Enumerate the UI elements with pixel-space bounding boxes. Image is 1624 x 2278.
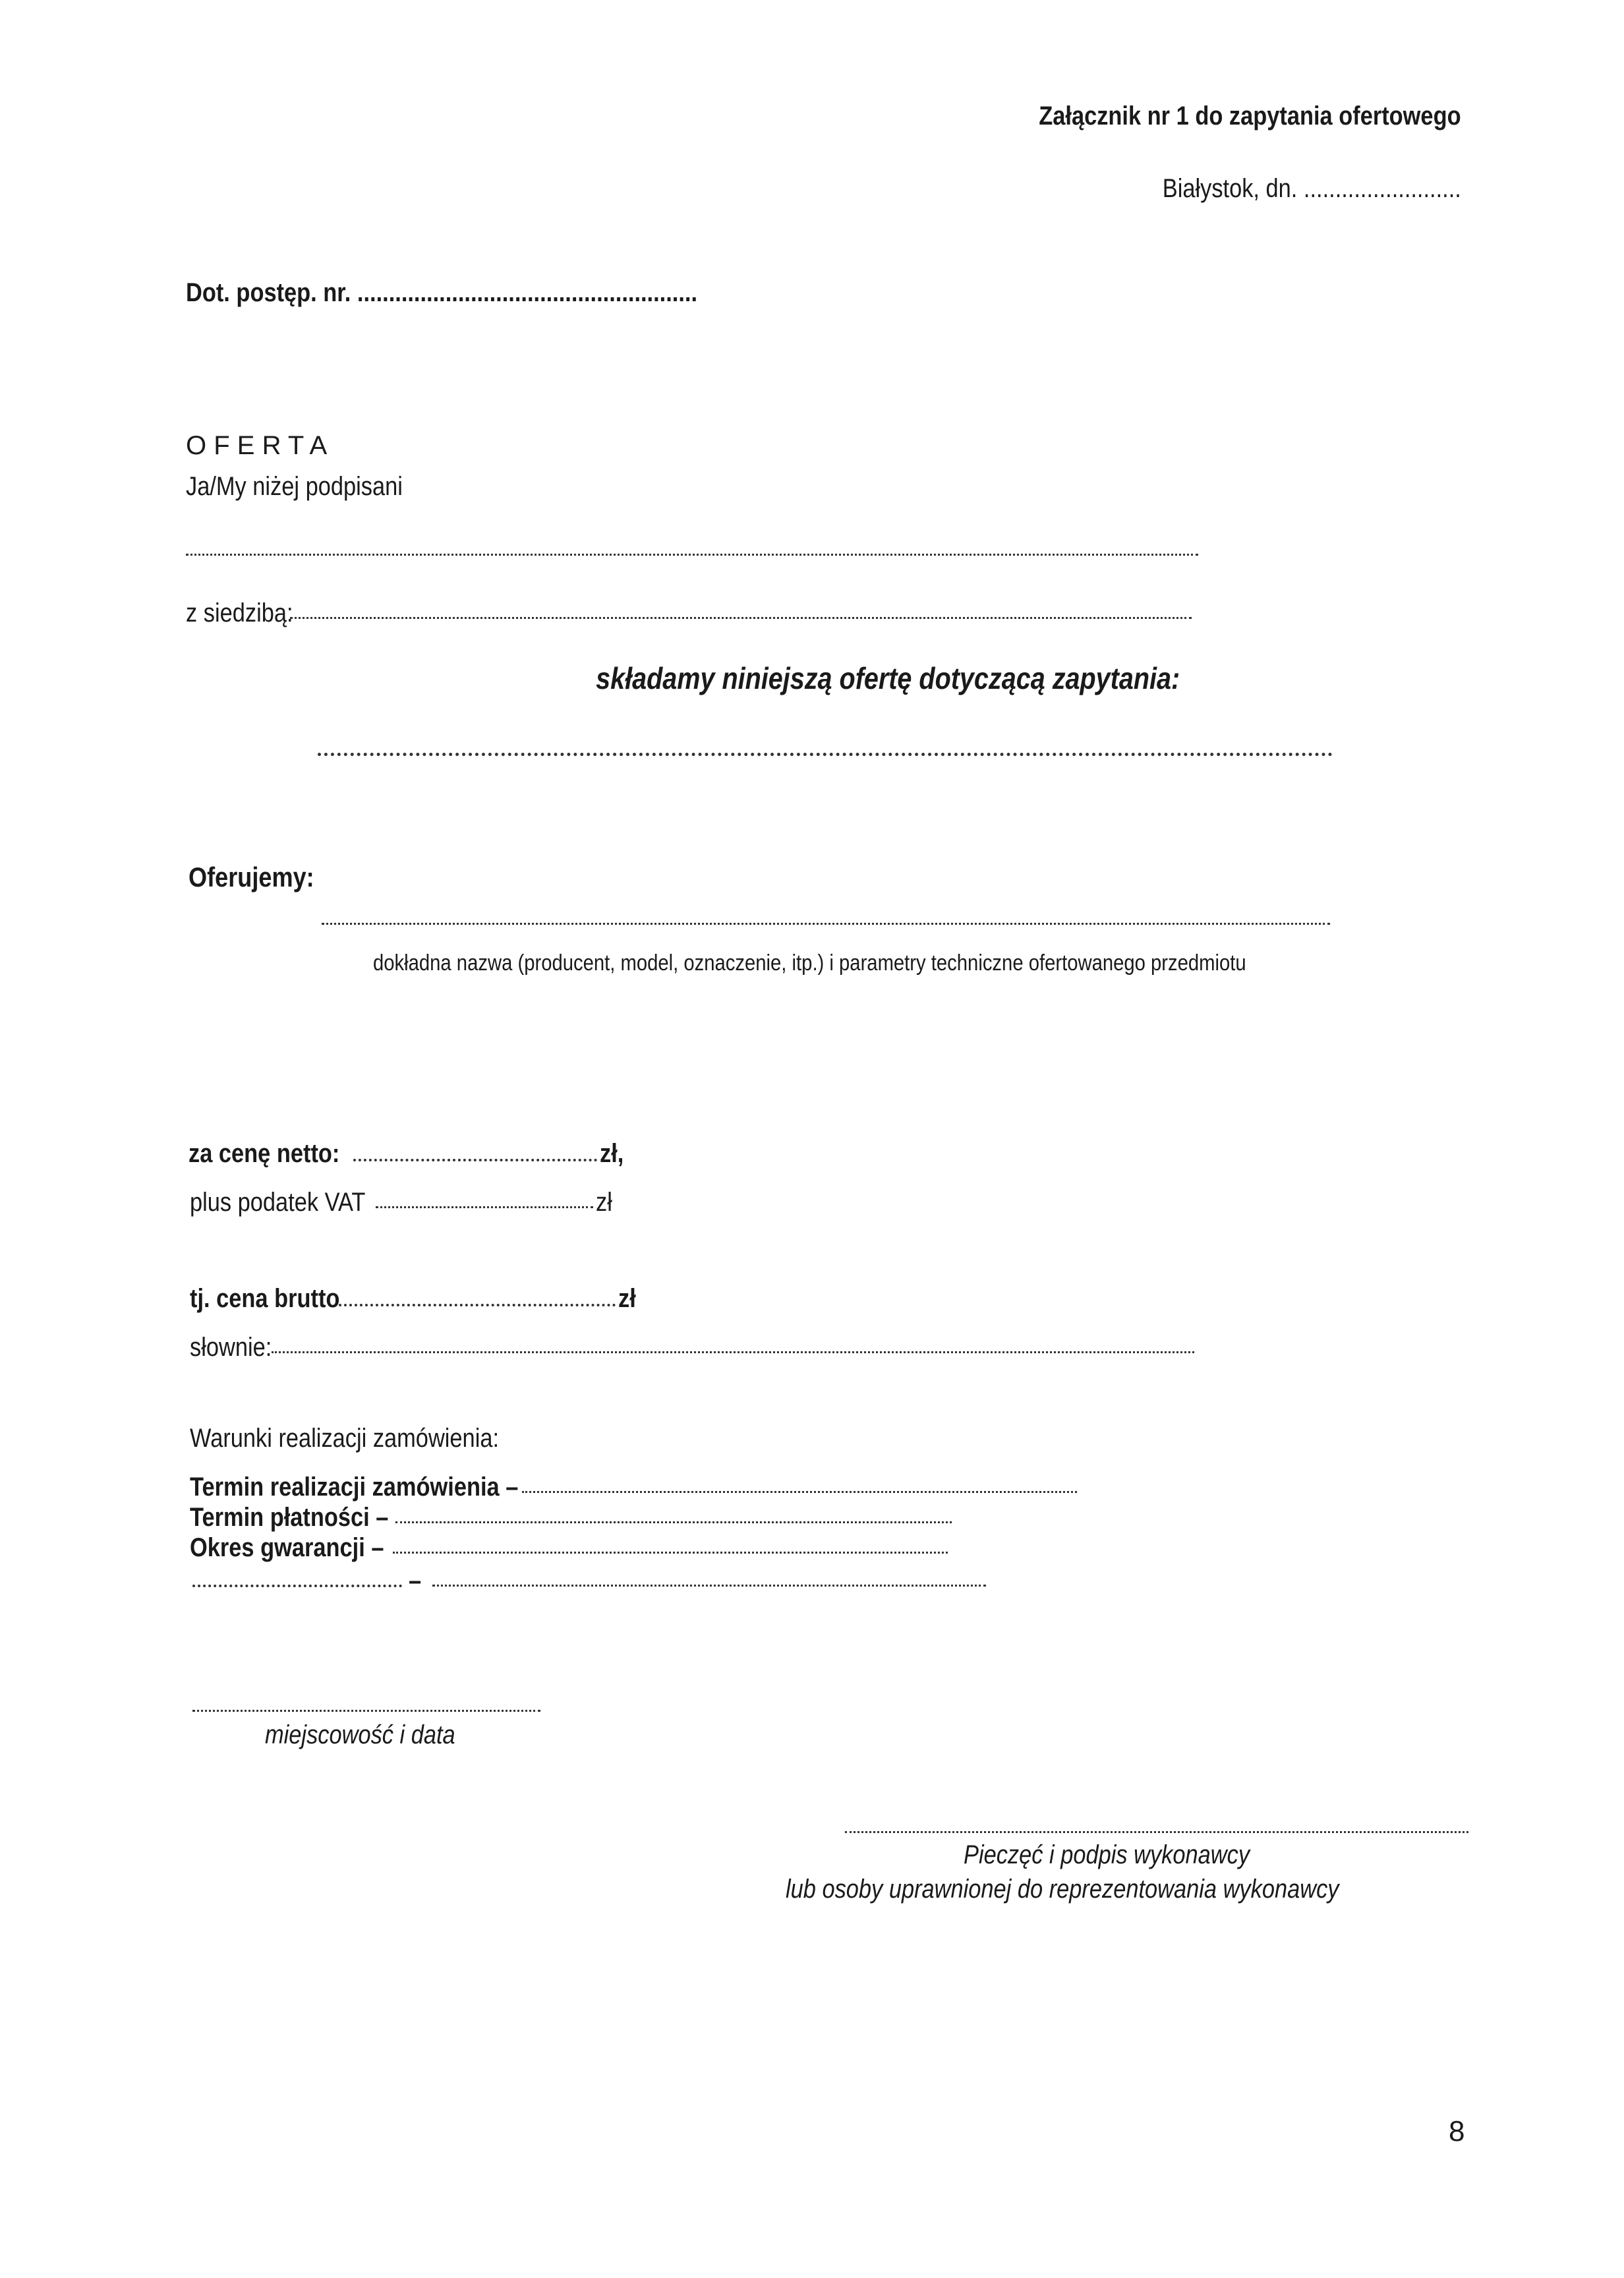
condition-warranty: Okres gwarancji – [190,1533,384,1562]
inquiry-fill-line [318,753,1333,756]
conditions-heading: Warunki realizacji zamówienia: [190,1424,500,1453]
condition-completion-term: Termin realizacji zamówienia – [190,1473,519,1502]
gross-price-unit: zł [618,1284,636,1313]
vat-label: plus podatek VAT [190,1188,366,1217]
condition-extra-dash: – [409,1566,422,1595]
in-words-fill [272,1351,1194,1353]
reference-number: Dot. postęp. nr. ...................................................... [186,278,698,307]
net-price-unit: zł, [600,1139,624,1168]
undersigned-label: Ja/My niżej podpisani [186,472,403,501]
net-price-fill [353,1159,597,1161]
offering-hint: dokładna nazwa (producent, model, oznaczenie, itp.) i parametry techniczne ofertowanego przedmiotu [373,950,1246,976]
condition-payment-fill [395,1521,952,1523]
place-date-fill [192,1710,540,1712]
seat-label: z siedzibą: [186,599,293,628]
gross-price-label: tj. cena brutto [190,1284,340,1313]
vat-unit: zł [596,1188,612,1217]
stamp-caption: Pieczęć i podpis wykonawcy [964,1840,1250,1869]
condition-extra-fill [432,1585,986,1587]
offering-label: Oferujemy: [188,862,314,892]
place-date-caption: miejscowość i data [265,1720,455,1749]
condition-completion-fill [522,1491,1077,1493]
condition-extra-name-fill [192,1585,402,1587]
offer-title: O F E R T A [186,431,328,460]
attachment-heading: Załącznik nr 1 do zapytania ofertowego [1039,102,1461,131]
submit-statement: składamy niniejszą ofertę dotyczącą zapytania: [596,661,1180,695]
name-fill-line [186,554,1198,556]
gross-price-fill [339,1304,616,1306]
place-date-line: Białystok, dn. ......................... [1162,174,1461,203]
net-price-label: za cenę netto: [188,1139,340,1168]
condition-payment-term: Termin płatności – [190,1503,389,1532]
condition-warranty-fill [393,1552,948,1554]
seat-fill-line [290,617,1192,619]
page-number: 8 [1449,2115,1465,2147]
in-words-label: słownie: [190,1333,272,1362]
representative-caption: lub osoby uprawnionej do reprezentowania wykonawcy [786,1875,1339,1904]
offering-fill-line [322,923,1330,925]
vat-fill [376,1206,593,1208]
signature-fill [845,1831,1468,1833]
